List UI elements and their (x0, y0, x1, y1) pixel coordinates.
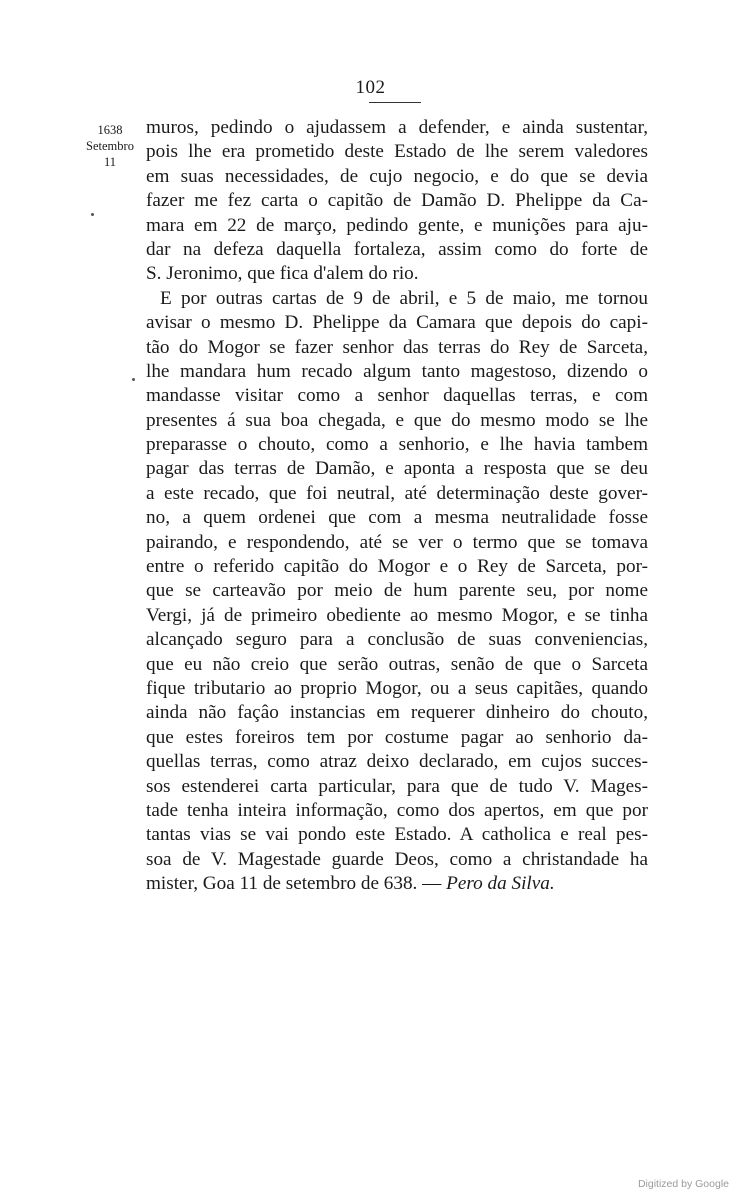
text-line: que eu não creio que serão outras, senão de que o Sarceta (146, 653, 648, 675)
text-line: S. Jeronimo, que fica d'alem do rio. (146, 263, 419, 285)
text-line: presentes á sua boa chegada, e que do mesmo modo se lhe (146, 409, 648, 431)
paragraph-1 (146, 116, 648, 287)
margin-note (76, 122, 144, 170)
page-number: 102 (355, 77, 386, 98)
margin-note-month: Setembro (86, 139, 134, 153)
paragraph-2 (146, 287, 648, 897)
ink-speck (132, 378, 135, 381)
closing-text: mister, Goa 11 de setembro de 638. — (146, 873, 447, 895)
text-line: fazer me fez carta o capitão de Damão D. Phelippe da Ca- (146, 190, 648, 212)
text-line: quellas terras, como atraz deixo declarado, em cujos succes- (146, 751, 648, 773)
text-line: entre o referido capitão do Mogor e o Rey de Sarceta, por- (146, 556, 648, 578)
closing-line (146, 872, 648, 896)
text-line: pairando, e respondendo, até se ver o termo que se tomava (146, 531, 648, 553)
margin-note-day: 11 (103, 155, 117, 169)
text-line: soa de V. Magestade guarde Deos, como a christandade ha (146, 848, 648, 870)
text-line: tão do Mogor se fazer senhor das terras do Rey de Sarceta, (146, 336, 648, 358)
text-line: que se carteavão por meio de hum parente seu, por nome (146, 580, 648, 602)
text-line: tade tenha inteira informação, como dos apertos, em que por (146, 799, 648, 821)
text-line: ainda não façâo instancias em requerer dinheiro do chouto, (146, 702, 648, 724)
text-line: lhe mandara hum recado algum tanto magestoso, dizendo o (146, 360, 648, 382)
page-number-rule (369, 102, 421, 103)
text-line: em suas necessidades, de cujo negocio, e do que se devia (146, 165, 648, 187)
ink-speck (91, 213, 94, 216)
digitized-by-google-watermark: Digitized by Google (637, 1178, 729, 1190)
text-line: mara em 22 de março, pedindo gente, e munições para aju- (146, 214, 648, 236)
text-line: muros, pedindo o ajudassem a defender, e ainda sustentar, (146, 117, 648, 138)
text-line: que estes foreiros tem por costume pagar ao senhorio da- (146, 726, 648, 748)
text-line: pagar das terras de Damão, e aponta a resposta que se deu (146, 458, 648, 480)
text-line: no, a quem ordenei que com a mesma neutralidade fosse (146, 507, 648, 529)
signature: Pero da Silva. (446, 873, 555, 895)
text-line: pois lhe era prometido deste Estado de lhe serem valedores (146, 141, 648, 163)
text-line: a este recado, que foi neutral, até determinação deste gover- (146, 482, 648, 504)
text-line: alcançado seguro para a conclusão de suas conveniencias, (146, 629, 648, 651)
text-line: mandasse visitar como a senhor daquellas terras, e com (146, 385, 648, 407)
text-line: sos estenderei carta particular, para que de tudo V. Mages- (146, 775, 648, 797)
body-text (146, 116, 648, 897)
text-line: E por outras cartas de 9 de abril, e 5 de maio, me tornou (160, 287, 648, 309)
text-line: preparasse o chouto, como a senhorio, e lhe havia tambem (146, 434, 648, 456)
text-line: avisar o mesmo D. Phelippe da Camara que depois do capi- (146, 312, 648, 334)
text-line: tantas vias se vai pondo este Estado. A catholica e real pes- (146, 824, 648, 846)
text-line: dar na defeza daquella fortaleza, assim como do forte de (146, 238, 648, 260)
margin-note-year: 1638 (97, 123, 123, 137)
text-line: fique tributario ao proprio Mogor, ou a seus capitães, quando (146, 677, 648, 699)
text-line: Vergi, já de primeiro obediente ao mesmo Mogor, e se tinha (146, 604, 648, 626)
